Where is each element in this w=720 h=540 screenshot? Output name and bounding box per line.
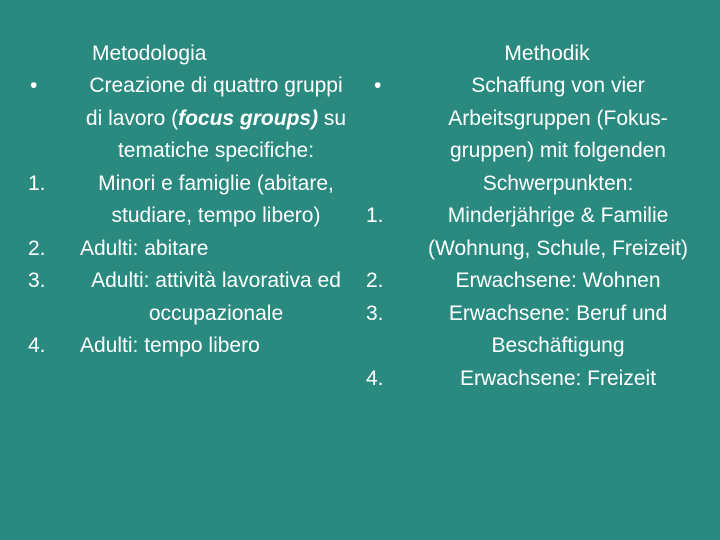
german-heading: Methodik bbox=[504, 42, 590, 65]
item-number: 4. bbox=[28, 334, 46, 357]
italian-item-3 bbox=[22, 265, 352, 330]
item-text: Erwachsene: Freizeit bbox=[459, 366, 657, 390]
italian-item-2 bbox=[22, 233, 352, 266]
item-number: 2. bbox=[28, 236, 46, 260]
italian-item-1 bbox=[22, 168, 352, 233]
item-text: Adulti: abitare bbox=[80, 236, 209, 260]
item-text: Erwachsene: Beruf und Beschäftigung bbox=[448, 301, 668, 357]
item-text: Minori e famiglie (abitare, studiare, tempo libero) bbox=[98, 171, 334, 227]
item-text: Erwachsene: Wohnen bbox=[455, 269, 661, 292]
italian-list bbox=[22, 70, 352, 363]
item-number: 1. bbox=[366, 204, 384, 227]
bullet-marker: • bbox=[30, 74, 38, 97]
item-text: Adulti: tempo libero bbox=[80, 334, 260, 357]
italian-column bbox=[22, 38, 352, 363]
german-item-2 bbox=[366, 265, 698, 298]
item-number: 3. bbox=[28, 269, 46, 292]
german-column bbox=[366, 38, 698, 395]
italian-bullet-text-a: Creazione di quattro gruppi di lavoro ( bbox=[85, 74, 343, 130]
italian-item-4 bbox=[22, 330, 352, 363]
italian-bullet-text-b: su tematiche specifiche: bbox=[117, 106, 347, 162]
italian-heading: Metodologia bbox=[92, 42, 207, 65]
item-number: 2. bbox=[366, 269, 384, 292]
item-number: 4. bbox=[366, 366, 384, 390]
german-item-3 bbox=[366, 298, 698, 363]
german-list bbox=[366, 70, 698, 395]
german-item-1 bbox=[366, 200, 698, 265]
item-number: 1. bbox=[28, 171, 46, 195]
italian-bullet-item bbox=[22, 70, 352, 168]
bullet-marker: • bbox=[374, 74, 382, 97]
german-item-4 bbox=[366, 363, 698, 396]
item-text: Minderjährige & Familie (Wohnung, Schule, Freizeit) bbox=[428, 204, 688, 260]
german-bullet-item bbox=[366, 70, 698, 200]
italian-bullet-text bbox=[80, 70, 352, 168]
item-number: 3. bbox=[366, 301, 384, 325]
german-bullet-text: Schaffung von vier Arbeitsgruppen (Fokus-gruppen) mit folgenden Schwerpunkten: bbox=[448, 74, 668, 195]
item-text: Adulti: attività lavorativa ed occupazionale bbox=[91, 269, 341, 325]
focus-groups-emphasis: focus groups) bbox=[178, 106, 319, 130]
